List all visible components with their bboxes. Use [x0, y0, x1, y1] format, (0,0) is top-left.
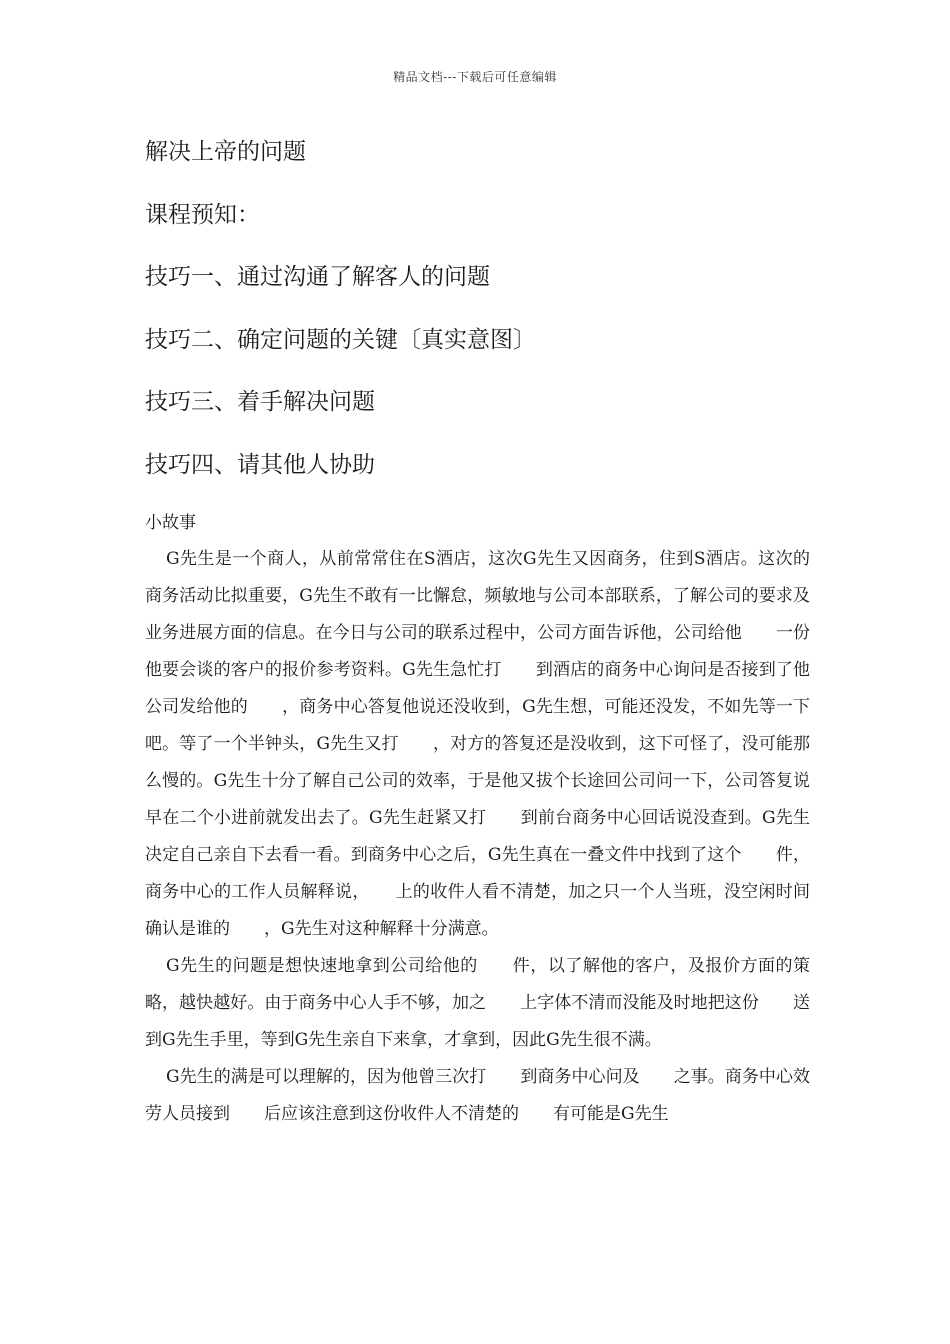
story-paragraph-3: G先生的满是可以理解的，因为他曾三次打 到商务中心问及 之事。商务中心效劳人员接到 后应该注意到这份收件人不清楚的 有可能是G先生	[145, 1067, 810, 1124]
technique-2: 技巧二、确定问题的关键〔真实意图〕	[145, 326, 536, 353]
technique-4: 技巧四、请其他人协助	[145, 451, 375, 478]
document-body	[145, 130, 810, 1133]
course-preview-label: 课程预知：	[145, 201, 260, 228]
document-title: 解决上帝的问题	[145, 139, 306, 165]
story-paragraph-2: G先生的问题是想快速地拿到公司给他的 件，以了解他的客户，及报价方面的策略，越快越好。由于商务中心人手不够，加之 上字体不清而没能及时地把这份 送到G先生手里，等到G先生亲自下来拿，才拿到，因此G先生很不满。	[145, 956, 810, 1050]
story-paragraph-1: G先生是一个商人，从前常常住在S酒店，这次G先生又因商务，住到S酒店。这次的商务活动比拟重要，G先生不敢有一比懈怠，频敏地与公司本部联系，了解公司的要求及业务进展方面的信息。在今日与公司的联系过程中，公司方面告诉他，公司给他 一份他要会谈的客户的报价参考资料。G先生急忙打 到酒店的商务中心询问是否接到了他公司发给他的 ，商务中心答复他说还没收到，G先生想，可能还没发，不如先等一下吧。等了一个半钟头，G先生又打 ，对方的答复还是没收到，这下可怪了，没可能那么慢的。G先生十分了解自己公司的效率，于是他又拔个长途回公司问一下，公司答复说早在二个小进前就发出去了。G先生赶紧又打 到前台商务中心回话说没查到。G先生决定自己亲自下去看一看。到商务中心之后，G先生真在一叠文件中找到了这个 件，商务中心的工作人员解释说， 上的收件人看不清楚，加之只一个人当班，没空闲时间确认是谁的 ，G先生对这种解释十分满意。	[145, 549, 810, 939]
technique-3: 技巧三、着手解决问题	[145, 389, 375, 415]
technique-1: 技巧一、通过沟通了解客人的问题	[145, 264, 490, 290]
page-header: 精品文档---下载后可任意编辑	[393, 70, 557, 84]
story-label: 小故事	[145, 513, 196, 533]
